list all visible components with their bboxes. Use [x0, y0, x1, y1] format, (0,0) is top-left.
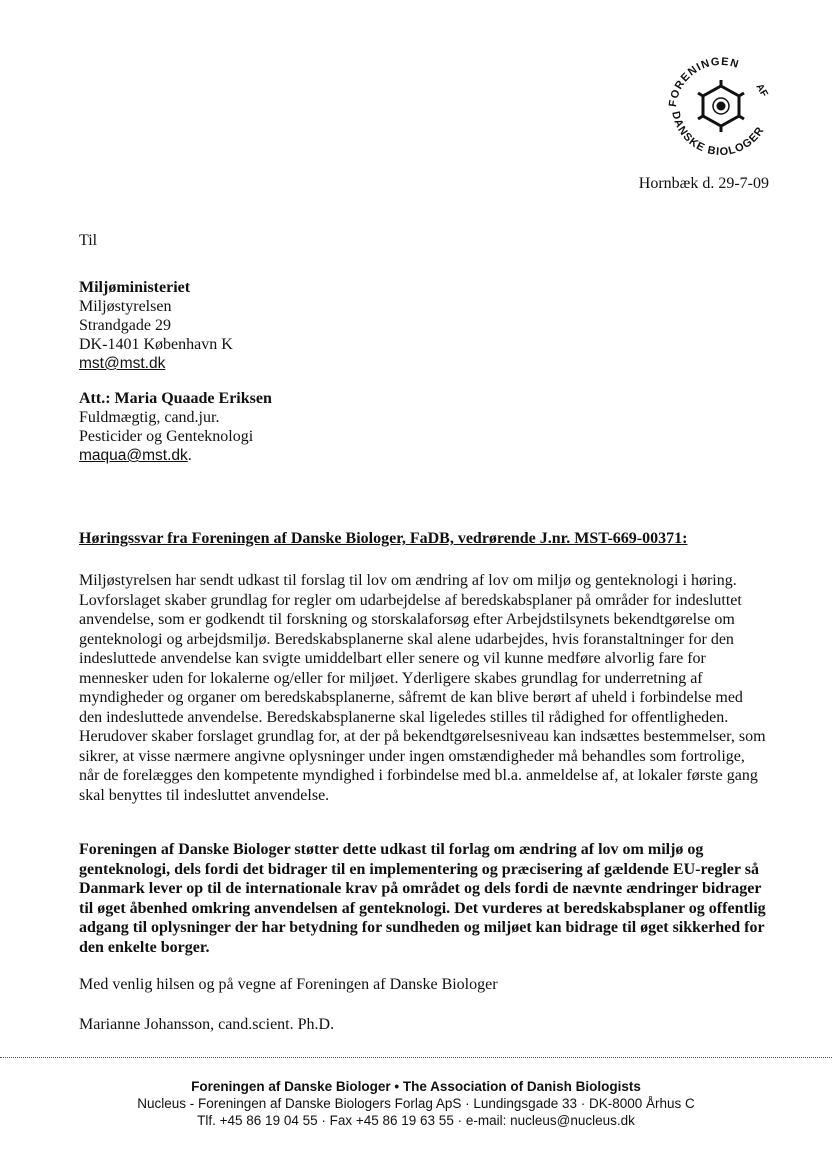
- recipient-address: [79, 278, 233, 373]
- letter-date: Hornbæk d. 29-7-09: [638, 175, 769, 192]
- attention-email-suffix: .: [187, 447, 192, 464]
- body-paragraph-1: Miljøstyrelsen har sendt udkast til forslag til lov om ændring af lov om miljø og genteknologi i høring. Lovforslaget skaber grundlag for regler om udarbejdelse af beredskabsplaner på områder for indesluttet anvendelse, som er godkendt til forskning og storskalaforsøg efter Arbejdstilsynets bekendtgørelse om genteknologi og arbejdsmiljø. Beredskabsplanerne skal alene udarbejdes, hvis foranstaltninger for den indesluttede anvendelse kan svigte umiddelbart eller senere og vil kunne medføre alvorlig fare for mennesker uden for lokalerne og/eller for miljøet. Yderligere skabes grundlag for underretning af myndigheder og organer om beredskabsplanerne, såfremt de kan blive berørt af uheld i forbindelse med den indesluttede anvendelse. Beredskabsplanerne skal ligeledes stilles til rådighed for offentligheden. Herudover skaber forslaget grundlag for, at der på bekendtgørelsesniveau kan indsættes bestemmelser, som sikrer, at visse nærmere angivne oplysninger under ingen omstændigheder må behandles som fortrolige, når de forelægges den kompetente myndighed i forbindelse med bl.a. anmeldelse af, at lokaler første gang skal benyttes til indesluttet anvendelse.: [79, 572, 766, 804]
- closing-line: Med venlig hilsen og på vegne af Foreningen af Danske Biologer: [79, 976, 498, 993]
- recipient-org: Miljøministeriet: [79, 279, 191, 296]
- letter-subject: Høringssvar fra Foreningen af Danske Biologer, FaDB, vedrørende J.nr. MST-669-00371:: [79, 530, 688, 547]
- logo-text-top: FORENINGEN: [667, 55, 741, 108]
- hexagon-molecule-icon: [698, 80, 744, 132]
- letter-footer: [0, 1078, 832, 1129]
- body-paragraph-2: Foreningen af Danske Biologer støtter dette udkast til forlag om ændring af lov om miljø og genteknologi, dels fordi det bidrager til en implementering og præcisering af gældende EU-regler så Danmark lever op til de internationale krav på området og dels fordi de nævnte ændringer bidrager til øget åbenhed omkring anvendelsen af genteknologi. Det vurderes at beredskabsplaner og offentlig adgang til oplysninger der har betydning for sundheden og miljøet kan bidrage til øget sikkerhed for den enkelte borger.: [79, 841, 766, 956]
- footer-divider: [0, 1057, 832, 1058]
- recipient-city: DK-1401 København K: [79, 336, 233, 353]
- recipient-dept: Miljøstyrelsen: [79, 298, 172, 315]
- attention-block: [79, 389, 272, 465]
- attention-email-link[interactable]: maqua@mst.dk: [79, 447, 188, 464]
- logo-text-bottom: DANSKE BIOLOGER: [669, 110, 767, 159]
- svg-text:DANSKE BIOLOGER: [669, 110, 767, 158]
- attention-line: Att.: Maria Quaade Eriksen: [79, 390, 272, 407]
- footer-line-2: Nucleus - Foreningen af Danske Biologers Forlag ApS · Lundingsgade 33 · DK-8000 Århus C: [137, 1096, 695, 1111]
- to-label: Til: [79, 232, 98, 249]
- logo-text-af: AF: [753, 82, 770, 100]
- signature-line: Marianne Johansson, cand.scient. Ph.D.: [79, 1016, 335, 1033]
- recipient-street: Strandgade 29: [79, 317, 171, 334]
- society-logo: [662, 48, 780, 166]
- attention-title: Fuldmægtig, cand.jur.: [79, 409, 220, 426]
- recipient-email-link[interactable]: mst@mst.dk: [79, 355, 166, 372]
- attention-unit: Pesticider og Genteknologi: [79, 428, 254, 445]
- footer-line-1: Foreningen af Danske Biologer • The Association of Danish Biologists: [191, 1079, 641, 1094]
- footer-line-3: Tlf. +45 86 19 04 55 · Fax +45 86 19 63 55 · e-mail: nucleus@nucleus.dk: [197, 1113, 635, 1128]
